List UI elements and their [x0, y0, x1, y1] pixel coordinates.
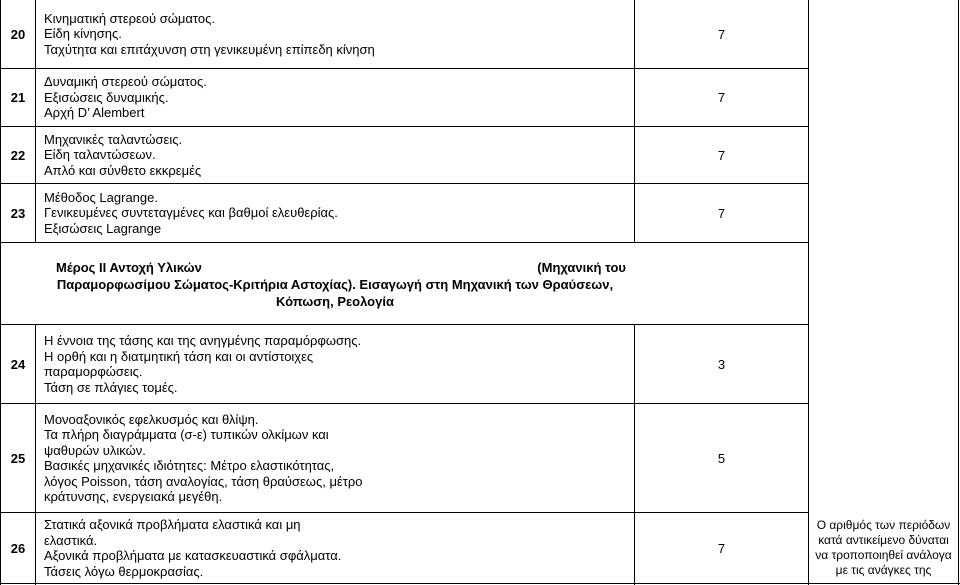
topic-line: Αξονικά προβλήματα με κατασκευαστικά σφάλματα. [44, 548, 342, 563]
column-divider-notes [808, 0, 809, 585]
row-hours: 3 [717, 356, 726, 372]
topic-line: λόγος Poisson, τάση αναλογίας, τάση θραύσεως, μέτρο [44, 473, 363, 489]
row-topic [36, 513, 634, 583]
row-topic [36, 184, 634, 242]
row-topic [36, 0, 634, 68]
row-hours: 7 [717, 540, 726, 556]
section-header-line: Παραμορφωσίμου Σώματος-Κριτήρια Αστοχίας). Εισαγωγή στη Μηχανική των Θραύσεων, [56, 277, 614, 292]
row-number: 24 [10, 356, 26, 372]
topic-line: Εξισώσεις Lagrange [44, 220, 162, 236]
topic-line: κράτυνσης, ενεργειακά μεγέθη. [44, 489, 223, 504]
topic-line: Η ορθή και η διατμητική τάση και οι αντίστοιχες [44, 348, 314, 364]
topic-line: Ταχύτητα και επιτάχυνση στη γενικευμένη επίπεδη κίνηση [44, 41, 375, 57]
note-line: να τροποποιηθεί ανάλογα [815, 548, 952, 562]
row-number: 26 [10, 540, 26, 556]
row-hours: 5 [717, 450, 726, 466]
topic-line: Δυναμική στερεού σώματος. [44, 74, 207, 90]
topic-line: Τάσεις λόγω θερμοκρασίας. [44, 563, 204, 579]
topic-line: ψαθυρών υλικών. [44, 442, 146, 458]
topic-line: Μέθοδος Lagrange. [44, 189, 158, 205]
table-border-bottom [0, 583, 960, 584]
topic-line: Τάση σε πλάγιες τομές. [44, 379, 178, 395]
section-header-line: Κόπωση, Ρεολογία [276, 294, 394, 309]
notes-cell [809, 513, 958, 583]
row-divider [0, 242, 808, 243]
topic-line: παραμορφώσεις. [44, 364, 143, 379]
topic-line: Στατικά αξονικά προβλήματα ελαστικά και μη [44, 517, 301, 532]
row-topic [36, 69, 634, 126]
topic-line: Βασικές μηχανικές ιδιότητες: Μέτρο ελαστικότητας, [44, 458, 335, 473]
row-hours: 7 [717, 147, 726, 163]
topic-line: Κινηματική στερεού σώματος. [44, 10, 215, 26]
topic-line: Γενικευμένες συντεταγμένες και βαθμοί ελευθερίας. [44, 205, 338, 221]
topic-line: Είδη κίνησης. [44, 26, 122, 42]
row-topic [36, 404, 634, 512]
row-topic [36, 325, 634, 403]
topic-line: Αρχή D’ Alembert [44, 105, 145, 121]
row-hours: 7 [717, 205, 726, 221]
topic-line: Απλό και σύνθετο εκκρεμές [44, 162, 202, 178]
topic-line: Εξισώσεις δυναμικής. [44, 89, 169, 105]
section-header [36, 259, 634, 319]
table-border-right [958, 0, 959, 585]
row-number: 23 [10, 205, 26, 221]
row-number: 21 [10, 90, 26, 105]
row-number: 25 [10, 450, 26, 466]
topic-line: Μηχανικές ταλαντώσεις. [44, 131, 183, 147]
note-line: με τις ανάγκες της [835, 563, 932, 577]
note-line: κατά αντικείμενο δύναται [818, 533, 949, 547]
section-title: Μέρος ΙΙ Αντοχή Υλικών [56, 260, 202, 275]
topic-line: ελαστικά. [44, 532, 98, 548]
section-subtitle-start: (Μηχανική του [537, 260, 626, 275]
row-topic [36, 127, 634, 183]
row-hours: 7 [717, 90, 726, 105]
row-number: 20 [10, 26, 26, 42]
row-number: 22 [10, 147, 26, 163]
note-line: Ο αριθμός των περιόδων [816, 518, 951, 532]
topic-line: Είδη ταλαντώσεων. [44, 147, 156, 163]
section-header-first-line [36, 259, 634, 276]
topic-line: Μονοαξονικός εφελκυσμός και θλίψη. [44, 411, 259, 427]
topic-line: Η έννοια της τάσης και της ανηγμένης παραμόρφωσης. [44, 333, 362, 348]
topic-line: Τα πλήρη διαγράμματα (σ-ε) τυπικών ολκίμων και [44, 427, 329, 442]
row-hours: 7 [717, 26, 726, 42]
